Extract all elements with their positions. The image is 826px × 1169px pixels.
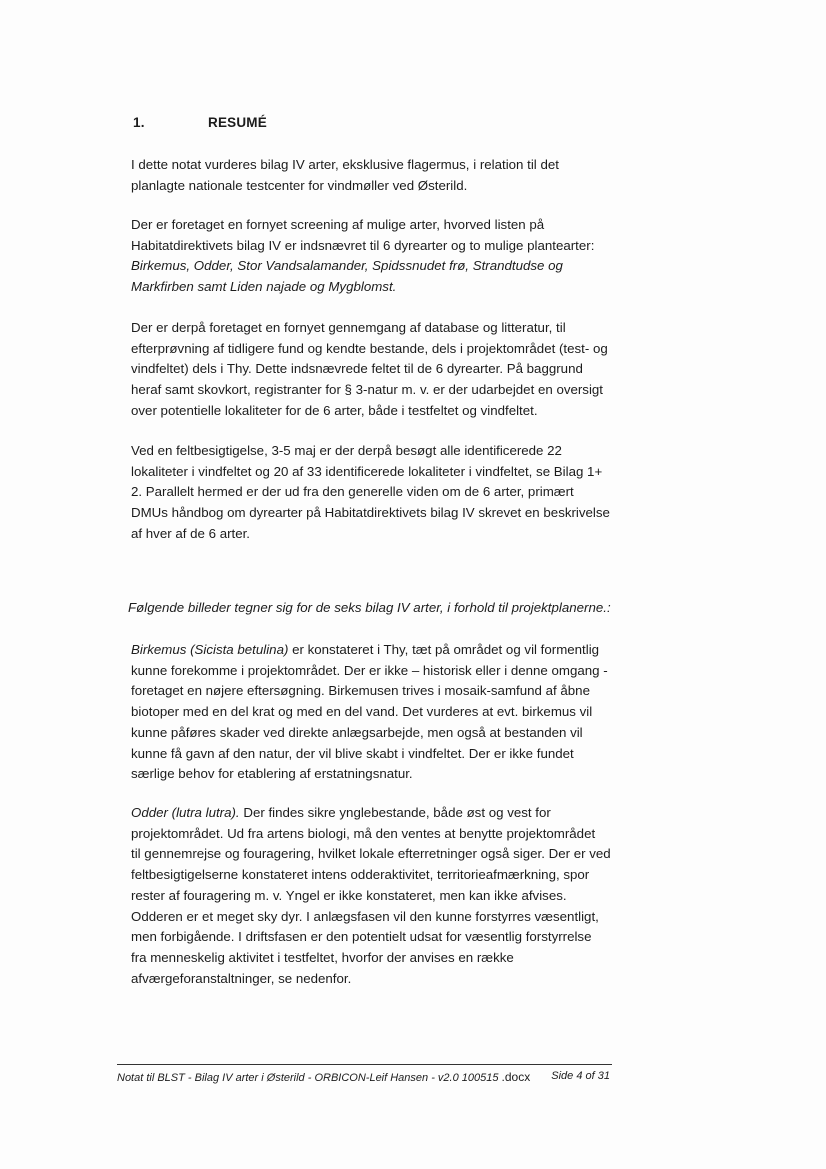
paragraph-review <box>131 318 631 422</box>
species-list-line: Birkemus, Odder, Stor Vandsalamander, Spidssnudet frø, Strandtudse og <box>131 258 563 274</box>
text-line: Odderen er et meget sky dyr. I anlægsfasen vil den kunne forstyrres væsentligt, <box>131 908 599 924</box>
section-heading <box>133 115 267 130</box>
text-line: projektområdet. Ud fra artens biologi, må den ventes at benytte projektområdet <box>131 825 596 841</box>
text-line: I dette notat vurderes bilag IV arter, eksklusive flagermus, i relation til det <box>131 157 559 172</box>
text-line: men forbigående. I driftsfasen er den potentielt udsat for væsentlig forstyrrelse <box>131 929 592 945</box>
text-line: Der findes sikre ynglebestande, både øst og vest for <box>239 805 551 820</box>
text-line: kunne få gavn af den natur, der vil blive skabt i vindfeltet. Der er ikke fundet <box>131 745 574 761</box>
footer-file-extension: .docx <box>501 1070 531 1084</box>
text-line: kunne forekomme i projektområdet. Der er ikke – historisk eller i denne omgang - <box>131 662 608 678</box>
paragraph-screening <box>131 215 631 298</box>
text-line: af hver af de 6 arter. <box>131 525 251 541</box>
footer-divider <box>117 1064 612 1065</box>
text-line: efterprøvning af tidligere fund og kendte bestande, dels i projektområdet (test- og <box>131 340 608 356</box>
page-footer <box>117 1070 612 1084</box>
species-name: Birkemus (Sicista betulina) <box>131 642 289 657</box>
text-line: DMUs håndbog om dyrearter på Habitatdirektivets bilag IV skrevet en beskrivelse <box>131 505 610 521</box>
text-line: Der er derpå foretaget en fornyet gennemgang af database og litteratur, til <box>131 320 566 335</box>
text-line: særlige behov for etablering af erstatningsnatur. <box>131 766 413 782</box>
section-title: RESUMÉ <box>208 115 267 130</box>
text-line: feltbesigtigelserne konstateret intens odderaktivitet, territorieafmærkning, spor <box>131 867 590 883</box>
paragraph-intro <box>131 155 631 196</box>
text-line: Følgende billeder tegner sig for de seks bilag IV arter, i forhold til projektplanerne.: <box>128 600 611 615</box>
text-line: afværgeforanstaltninger, se nedenfor. <box>131 970 352 986</box>
text-line: Ved en feltbesigtigelse, 3-5 maj er der derpå besøgt alle identificerede 22 <box>131 443 562 458</box>
text-line: lokaliteter i vindfeltet og 20 af 33 identificerede lokaliteter i vindfeltet, se Bilag 1+ <box>131 463 603 479</box>
paragraph-lead-in <box>128 598 648 619</box>
text-line: til gennemrejse og fouragering, hvilket lokale efterretninger også siger. Der er ved <box>131 846 611 862</box>
page-number: Side 4 of 31 <box>551 1070 610 1082</box>
footer-text: Notat til BLST - Bilag IV arter i Østerild - ORBICON-Leif Hansen - v2.0 100515 <box>117 1072 499 1084</box>
text-line: over potentielle lokaliteter for de 6 arter, både i testfeltet og vindfeltet. <box>131 402 538 418</box>
text-line: heraf samt skovkort, registranter for § 3-natur m. v. er der udarbejdet en oversigt <box>131 382 604 398</box>
section-number: 1. <box>133 115 145 130</box>
text-line: vindfeltet) dels i Thy. Dette indsnævrede feltet til de 6 dyrearter. På baggrund <box>131 361 583 377</box>
species-list-line: Markfirben samt Liden najade og Mygblomst. <box>131 279 397 295</box>
paragraph-birkemus <box>131 640 631 785</box>
text-line: Der er foretaget en fornyet screening af mulige arter, hvorved listen på <box>131 217 545 232</box>
paragraph-field-survey <box>131 441 631 545</box>
text-line: biotoper med en del krat og med en del vand. Det vurderes at evt. birkemus vil <box>131 704 593 720</box>
text-line: fra menneskelig aktivitet i testfeltet, hvorfor der anvises en række <box>131 949 514 965</box>
species-name: Odder (lutra lutra). <box>131 805 240 820</box>
text-line: planlagte nationale testcenter for vindmøller ved Østerild. <box>131 177 468 193</box>
text-line: er konstateret i Thy, tæt på området og vil formentlig <box>288 642 600 657</box>
text-line: kunne påføres skader ved direkte anlægsarbejde, men også at bestanden vil <box>131 724 583 740</box>
text-line: 2. Parallelt hermed er der ud fra den generelle viden om de 6 arter, primært <box>131 484 574 500</box>
paragraph-odder <box>131 803 631 989</box>
text-line: foretaget en nøjere eftersøgning. Birkemusen trives i mosaik-samfund af åbne <box>131 683 590 699</box>
text-line: Habitatdirektivets bilag IV er indsnævret til 6 dyrearter og to mulige plantearter: <box>131 237 595 253</box>
text-line: rester af fouragering m. v. Yngel er ikke konstateret, men kan ikke afvises. <box>131 887 567 903</box>
